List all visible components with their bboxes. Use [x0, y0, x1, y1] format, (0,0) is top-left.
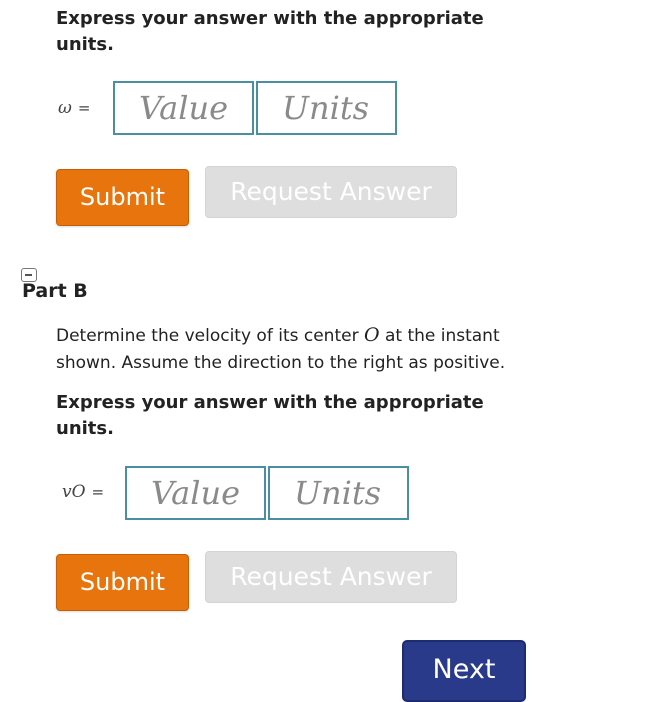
omega-equals: = [77, 99, 91, 117]
part-a-request-answer-button[interactable]: Request Answer [205, 166, 457, 218]
part-a-submit-button[interactable]: Submit [56, 169, 189, 226]
part-b-request-answer-button[interactable]: Request Answer [205, 551, 457, 603]
vo-label [62, 482, 104, 502]
omega-units-input[interactable] [256, 81, 397, 135]
part-b-instruction: Express your answer with the appropriate units. [56, 392, 484, 439]
part-b-title: Part B [22, 280, 88, 302]
part-a-instruction: Express your answer with the appropriate units. [56, 8, 484, 55]
part-b-prompt-before: Determine the velocity of its center [56, 326, 364, 346]
vo-equals: = [91, 483, 105, 501]
vo-value-input[interactable] [125, 466, 266, 520]
omega-value-input[interactable] [113, 81, 254, 135]
omega-label [58, 98, 90, 118]
next-button[interactable]: Next [402, 640, 526, 702]
part-b-submit-button[interactable]: Submit [56, 554, 189, 611]
vo-units-input[interactable] [268, 466, 409, 520]
omega-symbol: ω [58, 98, 72, 118]
center-o-variable: O [363, 324, 380, 346]
vo-symbol: vO [62, 482, 86, 502]
part-b-prompt-after: at the instant shown. Assume the direction to the right as positive. [56, 326, 506, 373]
part-b-prompt [56, 322, 536, 377]
